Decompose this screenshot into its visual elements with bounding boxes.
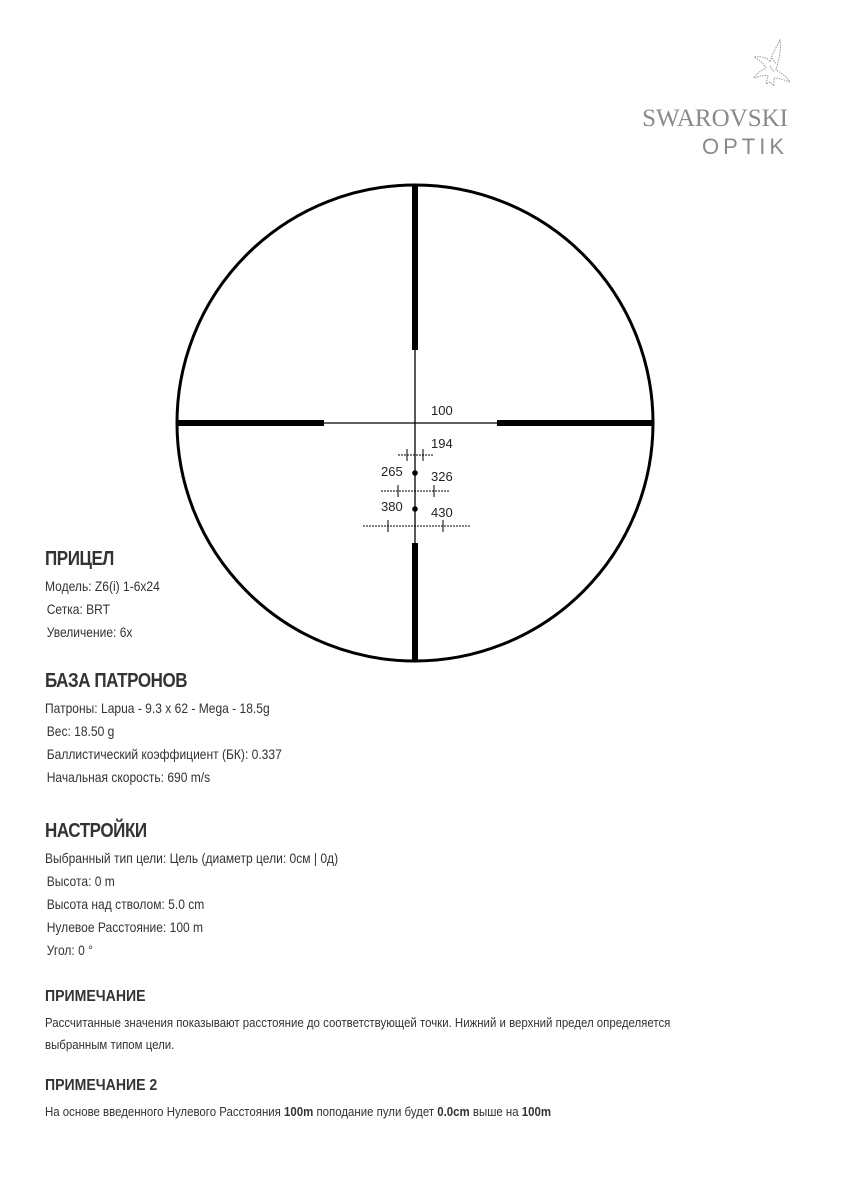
scope-magnification-row xyxy=(45,621,160,644)
ammo-weight-row xyxy=(45,720,282,743)
velocity-value: 690 m/s xyxy=(167,769,211,785)
note2-text-c: выше на xyxy=(469,1104,522,1119)
note2-text-a: На основе введенного Нулевого Расстояния xyxy=(45,1104,285,1119)
bc-label: Баллистический коэффициент (БК): xyxy=(46,746,249,762)
ammo-cartridge-row xyxy=(45,697,282,720)
sight-height-label: Высота над стволом: xyxy=(46,896,165,912)
note2-section xyxy=(45,1077,620,1123)
ammo-section xyxy=(45,670,320,789)
bottom-post xyxy=(412,543,418,661)
angle-label: Угол: xyxy=(46,942,75,958)
holdover-dot-1 xyxy=(412,470,418,476)
settings-zero-row xyxy=(45,916,338,939)
sight-height-value: 5.0 cm xyxy=(168,896,205,912)
altitude-label: Высота: xyxy=(46,873,92,889)
cartridge-label: Патроны: xyxy=(45,700,98,716)
ammo-bc-row xyxy=(45,743,282,766)
settings-altitude-row xyxy=(45,870,338,893)
brand-name: SWAROVSKI xyxy=(642,105,788,132)
angle-value: 0 ° xyxy=(78,942,93,958)
velocity-label: Начальная скорость: xyxy=(46,769,164,785)
note2-title: ПРИМЕЧАНИЕ 2 xyxy=(45,1077,158,1094)
target-label: Выбранный тип цели: xyxy=(45,850,167,866)
settings-title: НАСТРОЙКИ xyxy=(45,820,147,842)
settings-section xyxy=(45,820,386,962)
label-mark3-right: 430 xyxy=(431,505,453,520)
holdover-bar-3 xyxy=(363,520,470,532)
label-mark2-right: 326 xyxy=(431,469,453,484)
note2-offset: 0.0cm xyxy=(437,1104,470,1119)
ammo-velocity-row xyxy=(45,766,282,789)
note2-text-b: поподание пули будет xyxy=(313,1104,438,1119)
settings-sight-height-row xyxy=(45,893,338,916)
altitude-value: 0 m xyxy=(94,873,115,889)
reticle-label: Сетка: xyxy=(46,601,83,617)
brand-subtitle: OPTIK xyxy=(701,134,788,159)
target-value: Цель (диаметр цели: 0см | 0д) xyxy=(169,850,339,866)
top-post xyxy=(412,185,418,350)
note2-distance: 100m xyxy=(521,1104,552,1119)
label-mark1-right: 194 xyxy=(431,436,453,451)
right-post xyxy=(497,420,653,426)
note2-zero: 100m xyxy=(284,1104,314,1119)
cartridge-value: Lapua - 9.3 x 62 - Mega - 18.5g xyxy=(100,700,270,716)
note-line-2: выбранным типом цели. xyxy=(45,1037,175,1052)
note-section xyxy=(45,988,756,1056)
settings-target-row xyxy=(45,847,338,870)
note2-text xyxy=(45,1101,551,1123)
weight-value: 18.50 g xyxy=(74,723,115,739)
zero-label: Нулевое Расстояние: xyxy=(46,919,167,935)
zero-value: 100 m xyxy=(169,919,204,935)
scope-title: ПРИЦЕЛ xyxy=(45,548,114,570)
label-zero-distance: 100 xyxy=(431,403,453,418)
model-value: Z6(i) 1-6x24 xyxy=(94,578,160,594)
holdover-dot-2 xyxy=(412,506,418,512)
note-line-1: Рассчитанные значения показывают расстояние до соответствующей точки. Нижний и верхний предел определяется xyxy=(45,1015,671,1030)
weight-label: Вес: xyxy=(46,723,71,739)
scope-section xyxy=(45,548,179,644)
reticle-value: BRT xyxy=(86,601,111,617)
settings-angle-row xyxy=(45,939,338,962)
label-mark3-left: 380 xyxy=(381,499,403,514)
magnification-value: 6x xyxy=(119,624,133,640)
bc-value: 0.337 xyxy=(251,746,282,762)
model-label: Модель: xyxy=(45,578,92,594)
ammo-title: БАЗА ПАТРОНОВ xyxy=(45,670,188,692)
scope-reticle-row xyxy=(45,598,160,621)
magnification-label: Увеличение: xyxy=(46,624,117,640)
scope-model-row xyxy=(45,575,160,598)
label-mark2-left: 265 xyxy=(381,464,403,479)
note-title: ПРИМЕЧАНИЕ xyxy=(45,988,146,1005)
left-post xyxy=(177,420,324,426)
